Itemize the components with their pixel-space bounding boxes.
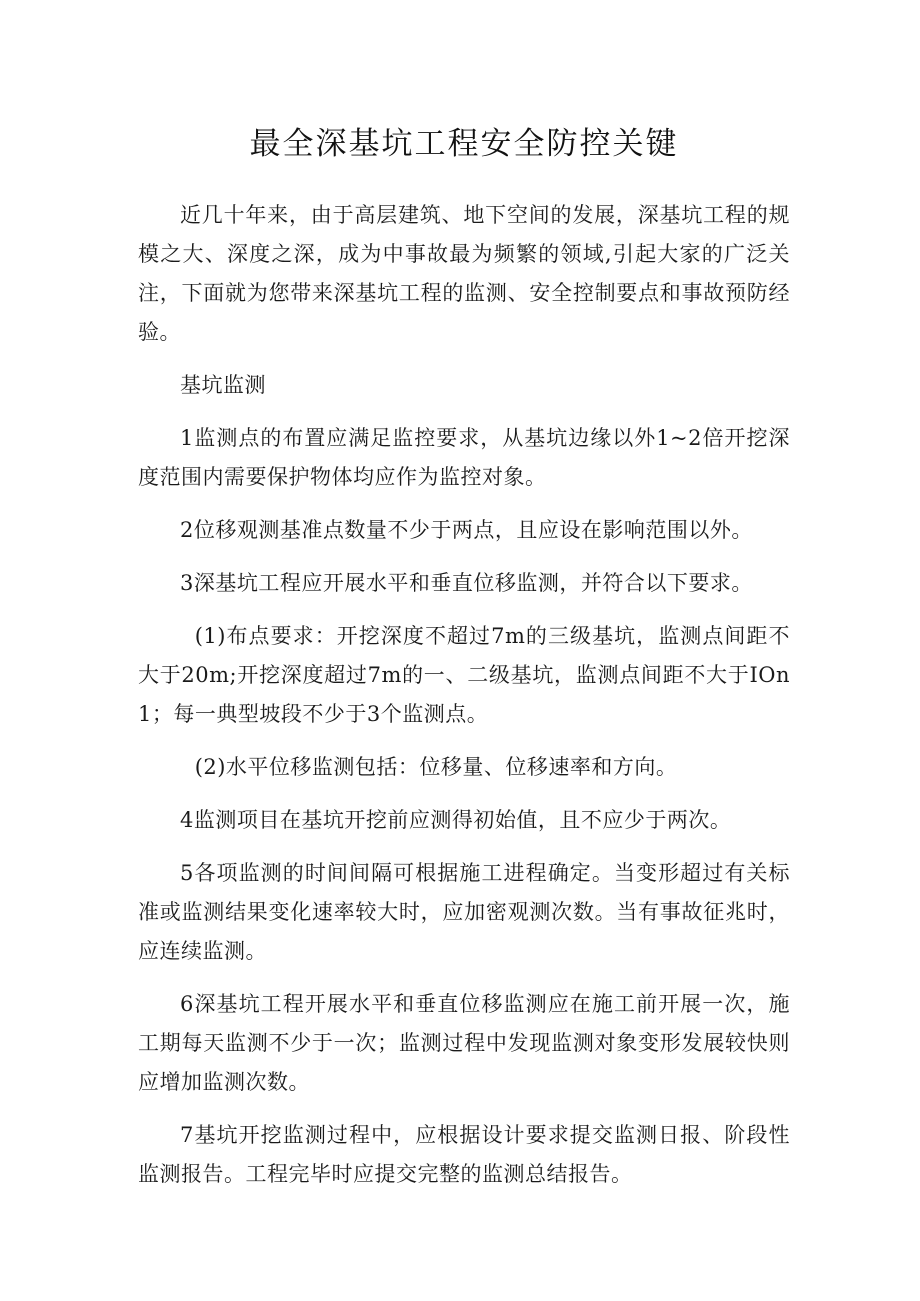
paragraph-item-2: 2位移观测基准点数量不少于两点，且应设在影响范围以外。 (180, 518, 753, 542)
paragraph-item-7: 7基坑开挖监测过程中，应根据设计要求提交监测日报、阶段性监测报告。工程完毕时应提交完整的监测总结报告。 (138, 1123, 790, 1186)
paragraph-intro: 近几十年来，由于高层建筑、地下空间的发展，深基坑工程的规模之大、深度之深，成为中事故最为频繁的领域,引起大家的广泛关注，下面就为您带来深基坑工程的监测、安全控制要点和事故预防经验。 (138, 203, 790, 344)
section-heading-monitoring: 基坑监测 (180, 373, 266, 397)
paragraph-item-6: 6深基坑工程开展水平和垂直位移监测应在施工前开展一次，施工期每天监测不少于一次；监测过程中发现监测对象变形发展较快则应增加监测次数。 (138, 992, 790, 1094)
paragraph-item-3-1: (1)布点要求：开挖深度不超过7m的三级基坑，监测点间距不大于20m;开挖深度超过7m的一、二级基坑，监测点间距不大于IOn1；每一典型坡段不少于3个监测点。 (138, 624, 790, 726)
document-page (138, 118, 790, 1208)
paragraph-item-1: 1监测点的布置应满足监控要求，从基坑边缘以外1~2倍开挖深度范围内需要保护物体均应作为监控对象。 (138, 426, 790, 489)
paragraph-item-3-2: (2)水平位移监测包括：位移量、位移速率和方向。 (194, 755, 678, 779)
paragraph-item-5: 5各项监测的时间间隔可根据施工进程确定。当变形超过有关标准或监测结果变化速率较大时，应加密观测次数。当有事故征兆时，应连续监测。 (138, 861, 790, 963)
document-title: 最全深基坑工程安全防控关键 (249, 126, 679, 162)
paragraph-item-3: 3深基坑工程应开展水平和垂直位移监测，并符合以下要求。 (180, 571, 753, 595)
paragraph-item-4: 4监测项目在基坑开挖前应测得初始值，且不应少于两次。 (180, 808, 732, 832)
